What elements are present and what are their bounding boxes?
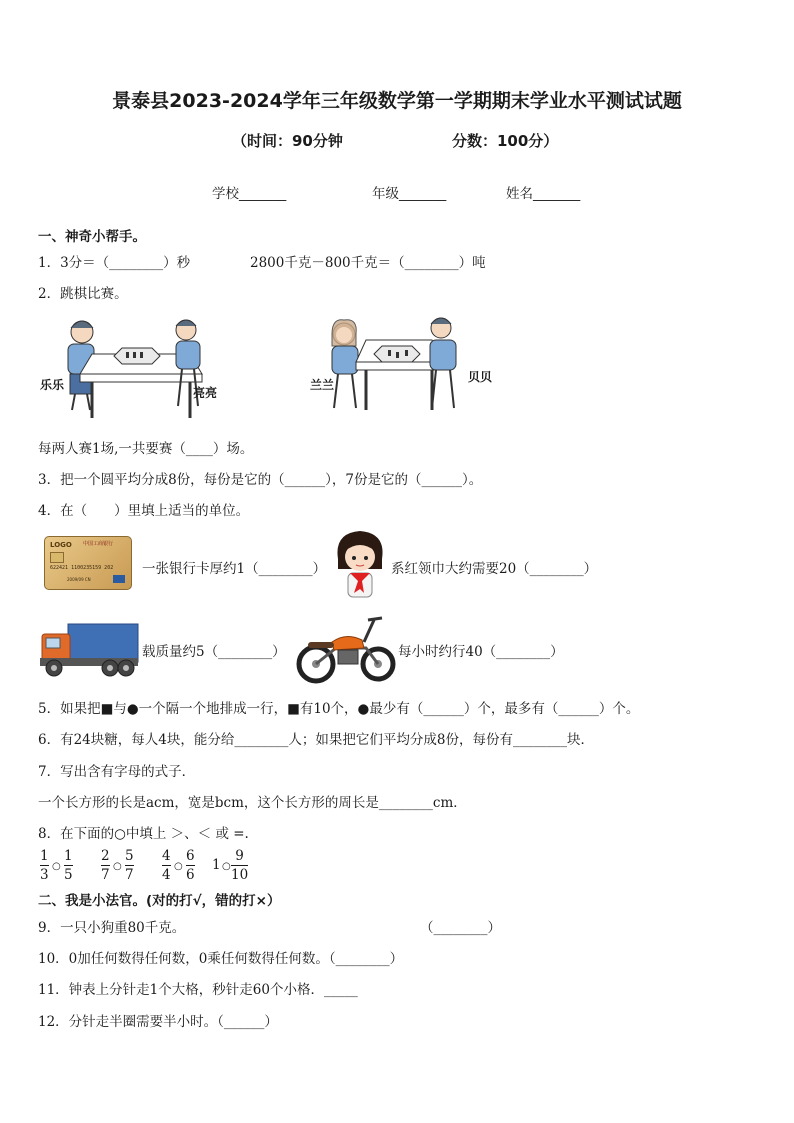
question-11: 11．钟表上分针走1个大格，秒针走60个小格．_____ [38, 982, 358, 998]
bank-card-date: 2009/09 CN [67, 577, 91, 582]
question-2: 2．跳棋比赛。 [38, 286, 128, 302]
checkers-game-illustration-left [40, 312, 220, 422]
question-6: 6．有24块糖，每人4块，能分给________人；如果把它们平均分成8份，每份有________块． [38, 732, 594, 748]
school-field[interactable]: 学校_______ [212, 186, 287, 202]
compare-circle[interactable]: ○ [52, 861, 61, 872]
question-7: 7．写出含有字母的式子． [38, 764, 196, 780]
checkers-game-illustration-right [320, 312, 470, 422]
player-name-liangliang: 亮亮 [193, 386, 218, 400]
question-7-text: 一个长方形的长是acm，宽是bcm，这个长方形的周长是________cm． [38, 795, 467, 811]
fraction: 6 6 [186, 848, 195, 883]
question-4: 4．在（ ）里填上适当的单位。 [38, 503, 250, 519]
question-2-text: 每两人赛1场,一共要赛（____）场。 [38, 441, 254, 457]
question-4a: 一张银行卡厚约1（________） [142, 561, 327, 577]
question-1a: 1．3分＝（________）秒 [38, 255, 191, 271]
exam-score: 分数：100分） [452, 132, 559, 150]
question-3: 3．把一个圆平均分成8份，每份是它的（______），7份是它的（______）。 [38, 472, 483, 488]
chip-icon [50, 552, 64, 563]
fraction: 4 4 [162, 848, 171, 883]
player-name-lele: 乐乐 [40, 378, 65, 392]
compare-circle[interactable]: ○ [174, 861, 183, 872]
exam-time: （时间：90分钟 [232, 132, 343, 150]
fraction: 9 10 [231, 848, 249, 883]
fraction: 1 5 [64, 848, 73, 883]
fraction: 5 7 [125, 848, 134, 883]
fraction: 2 7 [101, 848, 110, 883]
player-name-beibei: 贝贝 [468, 370, 493, 384]
fraction: 1 3 [40, 848, 49, 883]
question-8: 8．在下面的○中填上 ＞、＜ 或 =. [38, 826, 249, 842]
page-title: 景泰县2023-2024学年三年级数学第一学期期末学业水平测试试题 [112, 90, 682, 112]
bank-card-image [44, 536, 132, 590]
question-4d: 每小时约行40（________） [398, 644, 564, 660]
bank-card-logo: LOGO [50, 541, 72, 549]
question-4c: 载质量约5（________） [142, 644, 286, 660]
girl-with-red-scarf-image [334, 529, 386, 603]
question-10: 10．0加任何数得任何数，0乘任何数得任何数。（________） [38, 951, 404, 967]
bank-card-number: 622421 1100235159 202 [50, 565, 114, 571]
truck-image [40, 622, 140, 680]
unionpay-icon [113, 575, 125, 583]
question-12: 12．分针走半圈需要半小时。（______） [38, 1014, 278, 1030]
compare-circle[interactable]: ○ [113, 861, 122, 872]
name-field[interactable]: 姓名_______ [506, 186, 581, 202]
bank-card-bank-name: 中国工商银行 [83, 541, 114, 547]
motorcycle-image [296, 612, 396, 684]
player-name-lanlan: 兰兰 [310, 378, 335, 392]
question-9: 9．一只小狗重80千克。 [38, 920, 186, 936]
section-1-heading: 一、神奇小帮手。 [38, 229, 146, 245]
question-1b: 2800千克－800千克＝（________）吨 [250, 255, 486, 271]
question-5: 5．如果把■与●一个隔一个地排成一行，■有10个，●最少有（______）个，最多有（______）个。 [38, 701, 640, 717]
whole-number: 1 [212, 857, 221, 873]
grade-field[interactable]: 年级_______ [372, 186, 447, 202]
question-9-blank[interactable]: （________） [420, 920, 501, 936]
question-4b: 系红领巾大约需要20（________） [391, 561, 598, 577]
compare-circle[interactable]: ○ [222, 861, 231, 872]
section-2-heading: 二、我是小法官。(对的打√，错的打×） [38, 893, 281, 909]
